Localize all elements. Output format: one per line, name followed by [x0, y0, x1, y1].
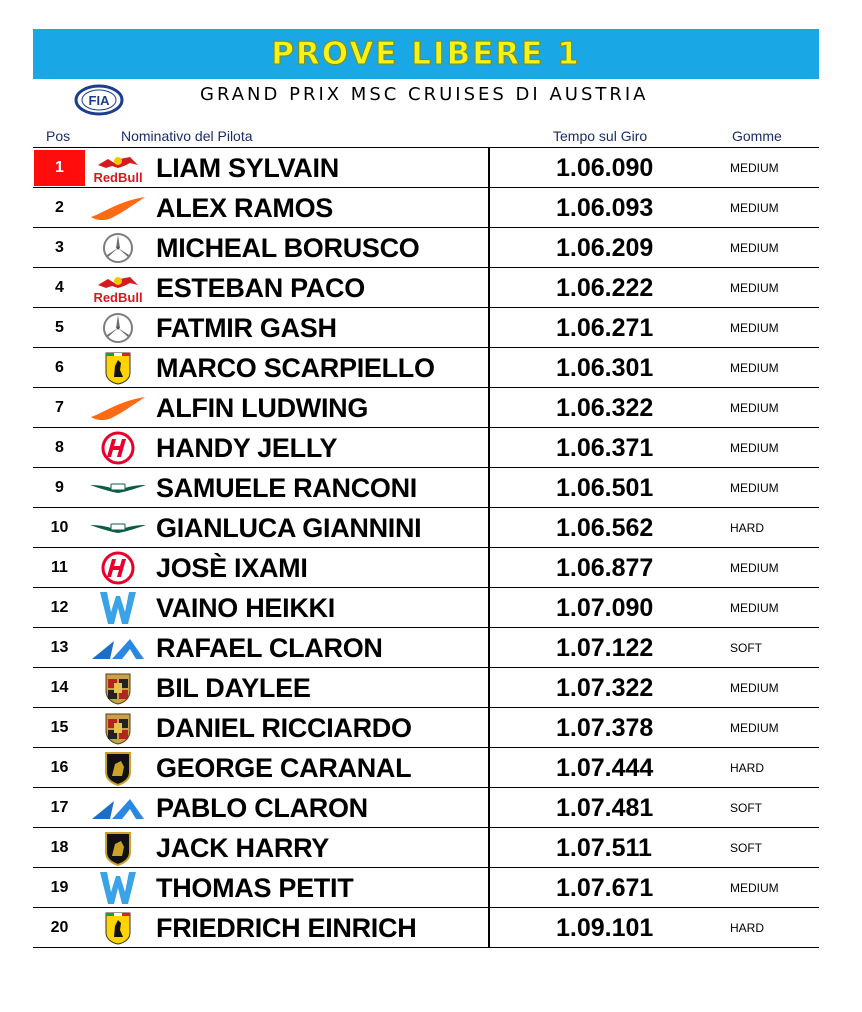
results-table: [33, 147, 819, 948]
column-divider: [488, 268, 490, 308]
table-row: [33, 548, 819, 588]
column-divider: [488, 148, 490, 188]
lap-time: 1.06.222: [556, 274, 654, 302]
column-divider: [488, 348, 490, 388]
tyre-compound: SOFT: [730, 801, 762, 815]
driver-name: DANIEL RICCIARDO: [156, 713, 412, 743]
column-header-name: Nominativo del Pilota: [121, 128, 253, 144]
tyre-compound: MEDIUM: [730, 441, 779, 455]
position-cell: 1: [34, 150, 85, 186]
tyre-compound: HARD: [730, 521, 765, 535]
tyre-compound: MEDIUM: [730, 321, 779, 335]
mercedes-logo: [89, 230, 147, 266]
position-cell: 9: [55, 479, 64, 496]
table-row: [33, 148, 819, 188]
lap-time: 1.07.671: [556, 874, 654, 902]
driver-name: ALEX RAMOS: [156, 193, 334, 223]
position-cell: 2: [55, 199, 64, 216]
tyre-compound: MEDIUM: [730, 721, 779, 735]
position-cell: 19: [50, 879, 69, 896]
column-header-time: Tempo sul Giro: [553, 128, 648, 144]
position-cell: 3: [55, 239, 64, 256]
tyre-compound: MEDIUM: [730, 561, 779, 575]
lap-time: 1.07.122: [556, 634, 654, 662]
alpine-logo: [89, 630, 147, 666]
lap-time: 1.06.371: [556, 434, 654, 462]
column-divider: [488, 708, 490, 748]
table-row: [33, 828, 819, 868]
column-divider: [488, 868, 490, 908]
table-row: [33, 788, 819, 828]
svg-text:RedBull: RedBull: [93, 170, 143, 185]
driver-name: MARCO SCARPIELLO: [156, 353, 435, 383]
lap-time: 1.07.378: [556, 714, 654, 742]
lap-time: 1.07.481: [556, 794, 654, 822]
table-row: [33, 388, 819, 428]
table-row: [33, 908, 819, 948]
lamborghini-logo: [89, 750, 147, 786]
tyre-compound: MEDIUM: [730, 401, 779, 415]
tyre-compound: MEDIUM: [730, 281, 779, 295]
driver-name: RAFAEL CLARON: [156, 633, 383, 663]
driver-name: PABLO CLARON: [156, 793, 368, 823]
position-cell: 4: [55, 279, 64, 296]
lap-time: 1.06.877: [556, 554, 654, 582]
driver-name: LIAM SYLVAIN: [156, 153, 339, 183]
tyre-compound: MEDIUM: [730, 241, 779, 255]
position-cell: 7: [55, 399, 64, 416]
mclaren-logo: [89, 190, 147, 226]
column-divider: [488, 548, 490, 588]
driver-name: BIL DAYLEE: [156, 673, 311, 703]
column-divider: [488, 908, 490, 948]
column-divider: [488, 388, 490, 428]
table-row: [33, 668, 819, 708]
position-cell: 16: [50, 759, 69, 776]
driver-name: JACK HARRY: [156, 833, 330, 863]
redbull-logo: [89, 150, 147, 186]
tyre-compound: MEDIUM: [730, 601, 779, 615]
position-cell: 20: [50, 919, 69, 936]
position-cell: 11: [51, 559, 68, 576]
tyre-compound: SOFT: [730, 841, 762, 855]
fia-logo-text: FIA: [88, 93, 110, 108]
page-title: PROVE LIBERE 1: [271, 36, 581, 72]
tyre-compound: MEDIUM: [730, 361, 779, 375]
column-divider: [488, 788, 490, 828]
lap-time: 1.07.444: [556, 754, 654, 782]
ferrari-logo: [89, 910, 147, 946]
column-divider: [488, 428, 490, 468]
lap-time: 1.07.511: [556, 834, 652, 862]
table-row: [33, 748, 819, 788]
column-header-tyre: Gomme: [732, 128, 782, 144]
lap-time: 1.06.090: [556, 154, 654, 182]
table-row: [33, 268, 819, 308]
position-cell: 6: [55, 359, 64, 376]
tyre-compound: MEDIUM: [730, 161, 779, 175]
driver-name: FATMIR GASH: [156, 313, 337, 343]
redbull-logo: [89, 270, 147, 306]
lap-time: 1.09.101: [556, 914, 654, 942]
table-row: [33, 228, 819, 268]
column-divider: [488, 468, 490, 508]
mercedes-logo: [89, 310, 147, 346]
driver-name: SAMUELE RANCONI: [156, 473, 418, 503]
astonmartin-logo: [89, 470, 147, 506]
tyre-compound: MEDIUM: [730, 481, 779, 495]
lap-time: 1.06.301: [556, 354, 654, 382]
alpine-logo: [89, 790, 147, 826]
column-divider: [488, 228, 490, 268]
table-row: [33, 308, 819, 348]
table-row: [33, 868, 819, 908]
position-cell: 17: [50, 799, 69, 816]
table-row: [33, 588, 819, 628]
column-divider: [488, 628, 490, 668]
event-subtitle: GRAND PRIX MSC CRUISES DI AUSTRIA: [200, 84, 649, 105]
table-row: [33, 348, 819, 388]
driver-name: ALFIN LUDWING: [156, 393, 369, 423]
williams-logo: [89, 870, 147, 906]
driver-name: FRIEDRICH EINRICH: [156, 913, 417, 943]
mclaren-logo: [89, 390, 147, 426]
table-row: [33, 508, 819, 548]
position-cell: 14: [50, 679, 69, 696]
tyre-compound: SOFT: [730, 641, 762, 655]
position-cell: 5: [55, 319, 64, 336]
table-row: [33, 428, 819, 468]
haas-logo: [89, 430, 147, 466]
column-divider: [488, 588, 490, 628]
driver-name: GIANLUCA GIANNINI: [156, 513, 422, 543]
porsche-logo: [89, 670, 147, 706]
haas-logo: [89, 550, 147, 586]
column-divider: [488, 748, 490, 788]
column-divider: [488, 668, 490, 708]
driver-name: ESTEBAN PACO: [156, 273, 365, 303]
porsche-logo: [89, 710, 147, 746]
position-cell: 13: [50, 639, 69, 656]
williams-logo: [89, 590, 147, 626]
table-row: [33, 708, 819, 748]
driver-name: VAINO HEIKKI: [156, 593, 335, 623]
column-divider: [488, 308, 490, 348]
driver-name: JOSÈ IXAMI: [156, 553, 308, 583]
tyre-compound: MEDIUM: [730, 681, 779, 695]
fia-logo: [74, 84, 124, 116]
tyre-compound: HARD: [730, 921, 765, 935]
tyre-compound: MEDIUM: [730, 881, 779, 895]
driver-name: HANDY JELLY: [156, 433, 338, 463]
position-cell: 8: [55, 439, 64, 456]
lamborghini-logo: [89, 830, 147, 866]
title-banner: [33, 29, 819, 79]
lap-time: 1.07.322: [556, 674, 654, 702]
driver-name: THOMAS PETIT: [156, 873, 354, 903]
astonmartin-logo: [89, 510, 147, 546]
driver-name: MICHEAL BORUSCO: [156, 233, 420, 263]
column-header-pos: Pos: [46, 128, 71, 144]
lap-time: 1.06.501: [556, 474, 654, 502]
table-row: [33, 468, 819, 508]
lap-time: 1.07.090: [556, 594, 654, 622]
lap-time: 1.06.271: [556, 314, 654, 342]
driver-name: GEORGE CARANAL: [156, 753, 412, 783]
position-cell: 15: [50, 719, 69, 736]
lap-time: 1.06.209: [556, 234, 654, 262]
table-row: [33, 188, 819, 228]
table-row: [33, 628, 819, 668]
position-cell: 18: [50, 839, 69, 856]
tyre-compound: HARD: [730, 761, 765, 775]
position-cell: 12: [50, 599, 69, 616]
ferrari-logo: [89, 350, 147, 386]
column-divider: [488, 828, 490, 868]
tyre-compound: MEDIUM: [730, 201, 779, 215]
lap-time: 1.06.562: [556, 514, 654, 542]
position-cell: 10: [50, 519, 69, 536]
column-divider: [488, 508, 490, 548]
lap-time: 1.06.093: [556, 194, 654, 222]
lap-time: 1.06.322: [556, 394, 654, 422]
svg-text:RedBull: RedBull: [93, 290, 143, 305]
column-divider: [488, 188, 490, 228]
